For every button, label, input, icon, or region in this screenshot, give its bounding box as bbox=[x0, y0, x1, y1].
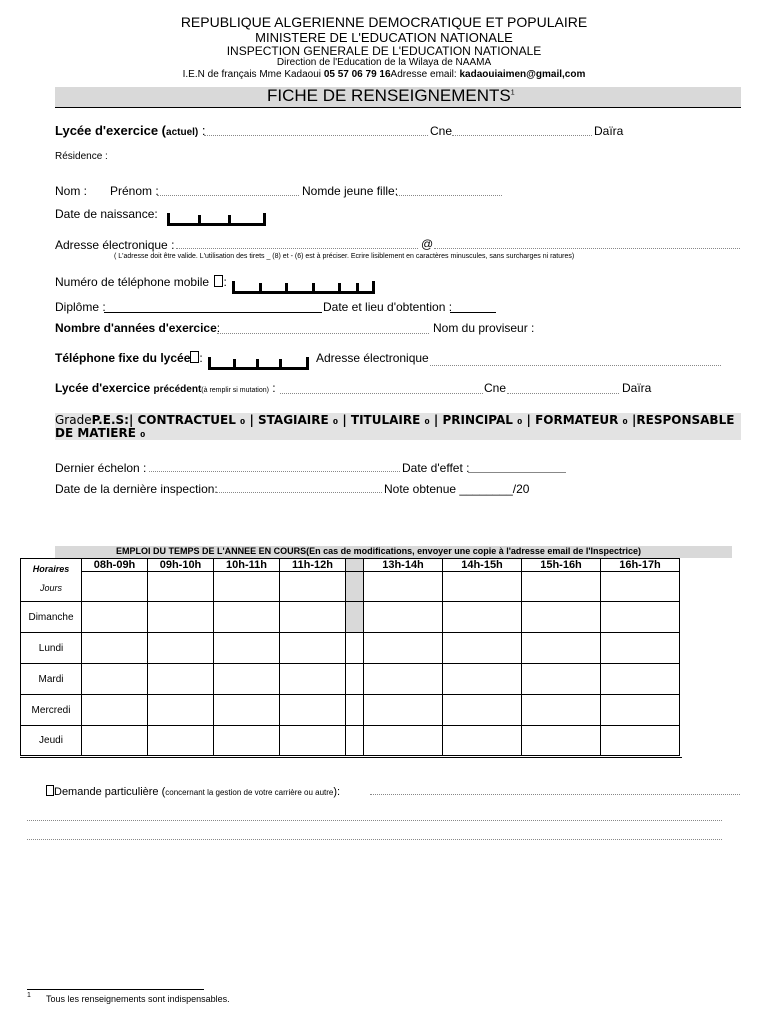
date-effet-label: Date d'effet : bbox=[402, 461, 470, 475]
demande-note: concernant la gestion de votre carrière ou autre bbox=[165, 788, 334, 797]
header-direction: Direction de l'Education de la Wilaya de NAAMA bbox=[276, 57, 492, 68]
nb-annees-colon: : bbox=[216, 321, 221, 335]
nom-proviseur-label: Nom du proviseur : bbox=[433, 321, 535, 335]
schedule-cell[interactable] bbox=[280, 726, 346, 756]
schedule-cell[interactable] bbox=[601, 726, 680, 756]
day-label: Mercredi bbox=[21, 695, 82, 726]
tel-fixe-boxes[interactable] bbox=[208, 357, 309, 370]
schedule-cell[interactable] bbox=[364, 602, 443, 633]
schedule-cell[interactable] bbox=[364, 726, 443, 756]
schedule-cell[interactable] bbox=[522, 664, 601, 695]
residence-label: Résidence : bbox=[55, 151, 108, 162]
schedule-cell[interactable] bbox=[148, 664, 214, 695]
header-email: kadaouiaimen@gmail,com bbox=[459, 69, 586, 80]
schedule-cell[interactable] bbox=[82, 726, 148, 756]
day-label: Dimanche bbox=[21, 602, 82, 633]
nom-jeune-fille-label: Nomde jeune fille: bbox=[302, 184, 399, 198]
table-row bbox=[21, 695, 680, 726]
table-row bbox=[21, 726, 680, 756]
schedule-cell[interactable] bbox=[601, 602, 680, 633]
checkbox-icon[interactable] bbox=[46, 785, 54, 796]
lycee-precedent-label: Lycée d'exercice bbox=[55, 381, 154, 395]
schedule-cell[interactable] bbox=[443, 726, 522, 756]
schedule-cell[interactable] bbox=[148, 633, 214, 664]
schedule-cell[interactable] bbox=[601, 572, 680, 602]
diplome-input[interactable] bbox=[104, 300, 322, 313]
prenom-label: Prénom : bbox=[110, 184, 159, 198]
tel-mobile-label: Numéro de téléphone mobile bbox=[55, 275, 210, 289]
schedule-cell[interactable] bbox=[82, 695, 148, 726]
schedule-cell[interactable] bbox=[214, 664, 280, 695]
tel-fixe-colon: : bbox=[199, 351, 203, 365]
at-sign: @ bbox=[421, 237, 434, 251]
hour-header: 08h-09h bbox=[82, 559, 148, 572]
break-cell bbox=[346, 664, 364, 695]
corner-jours: Jours bbox=[39, 583, 62, 593]
adresse-note: ( L'adresse doit être valide. L'utilisation des tirets _ (8) et - (6) est à préciser. Ecrire lisiblement en caractères minuscules, sans surcharges ni ratures) bbox=[114, 253, 575, 260]
hour-header: 09h-10h bbox=[148, 559, 214, 572]
tel-mobile-boxes[interactable] bbox=[232, 281, 375, 294]
break-cell bbox=[346, 602, 364, 633]
schedule-cell[interactable] bbox=[82, 572, 148, 602]
lycee-precedent-input[interactable] bbox=[280, 383, 483, 394]
lycee-precedent-note: (à remplir si mutation) bbox=[201, 387, 269, 394]
day-label: Lundi bbox=[21, 633, 82, 664]
nb-annees-input[interactable] bbox=[217, 323, 429, 334]
lycee-precedent-colon: : bbox=[268, 381, 276, 395]
schedule-title bbox=[116, 546, 641, 556]
corner-cell bbox=[21, 559, 82, 602]
grade-line2[interactable]: DE MATIERE ₀ bbox=[55, 426, 146, 440]
cne-input[interactable] bbox=[452, 125, 592, 136]
corner-horaires: Horaires bbox=[32, 564, 70, 574]
schedule-cell[interactable] bbox=[148, 726, 214, 756]
break-cell bbox=[346, 633, 364, 664]
date-naissance-boxes[interactable] bbox=[167, 213, 266, 226]
table-row bbox=[21, 602, 680, 633]
break-cell bbox=[346, 726, 364, 756]
table-row bbox=[21, 633, 680, 664]
grade-line1 bbox=[55, 413, 734, 427]
demande-input-1[interactable] bbox=[370, 784, 740, 795]
tel-mobile-colon: : bbox=[223, 275, 227, 289]
hour-header: 14h-15h bbox=[443, 559, 522, 572]
lycee-actuel: actuel) bbox=[166, 127, 199, 138]
page-title bbox=[267, 86, 515, 106]
demande-row bbox=[46, 785, 340, 798]
daira2-label: Daïra bbox=[622, 381, 652, 395]
header-phone: 05 57 06 79 16 bbox=[323, 69, 391, 80]
hour-header: 11h-12h bbox=[280, 559, 346, 572]
schedule-cell[interactable] bbox=[601, 664, 680, 695]
echelon-input[interactable] bbox=[149, 461, 400, 472]
daira-label: Daïra bbox=[594, 124, 624, 138]
schedule-cell[interactable] bbox=[280, 602, 346, 633]
schedule-cell[interactable] bbox=[82, 664, 148, 695]
break-header bbox=[346, 559, 364, 572]
schedule-cell[interactable] bbox=[601, 695, 680, 726]
adresse-electronique2-input[interactable] bbox=[430, 355, 721, 366]
dernier-echelon-label: Dernier échelon : bbox=[55, 461, 147, 475]
nb-annees-row bbox=[55, 321, 220, 335]
schedule-cell[interactable] bbox=[522, 572, 601, 602]
lycee-input[interactable] bbox=[204, 125, 428, 136]
schedule-cell[interactable] bbox=[214, 726, 280, 756]
schedule-cell[interactable] bbox=[443, 602, 522, 633]
header-republic: REPUBLIQUE ALGERIENNE DEMOCRATIQUE ET POPULAIRE bbox=[180, 14, 588, 30]
schedule-cell[interactable] bbox=[522, 726, 601, 756]
break-cell bbox=[346, 572, 364, 602]
schedule-title-note: (En cas de modifications, envoyer une copie à l'adresse email de l'Inspectrice) bbox=[306, 546, 642, 556]
lycee-precedent-row bbox=[55, 381, 276, 395]
footnote-number: 1 bbox=[27, 992, 31, 999]
schedule-cell[interactable] bbox=[280, 695, 346, 726]
lycee-precedent-bold: précédent bbox=[153, 384, 202, 395]
date-lieu-obtention-label: Date et lieu d'obtention : bbox=[323, 300, 453, 314]
schedule-cell[interactable] bbox=[522, 602, 601, 633]
note-obtenue[interactable]: Note obtenue ________/20 bbox=[384, 482, 530, 496]
schedule-cell[interactable] bbox=[214, 633, 280, 664]
schedule-cell[interactable] bbox=[443, 572, 522, 602]
demande-end: ): bbox=[333, 786, 341, 798]
schedule-cell[interactable] bbox=[214, 602, 280, 633]
schedule-table bbox=[20, 558, 680, 756]
schedule-cell[interactable] bbox=[443, 633, 522, 664]
demande-input-3[interactable] bbox=[27, 829, 722, 840]
cne2-label: Cne bbox=[484, 381, 507, 395]
footnote-rule bbox=[27, 989, 204, 990]
schedule-title-text: EMPLOI DU TEMPS DE L'ANNEE EN COURS bbox=[116, 546, 307, 556]
footnote-text: Tous les renseignements sont indispensables. bbox=[46, 994, 230, 1004]
hour-header: 16h-17h bbox=[601, 559, 680, 572]
cne2-input[interactable] bbox=[507, 383, 619, 394]
lycee-row bbox=[55, 123, 205, 138]
header-contact bbox=[0, 69, 768, 80]
demande-input-2[interactable] bbox=[27, 810, 722, 821]
schedule-cell[interactable] bbox=[214, 695, 280, 726]
schedule-cell[interactable] bbox=[443, 695, 522, 726]
page-title-text: FICHE DE RENSEIGNEMENTS bbox=[267, 86, 511, 105]
nom-prenom-input[interactable] bbox=[157, 185, 299, 196]
footnote-mark: 1 bbox=[510, 89, 515, 97]
day-label: Jeudi bbox=[21, 726, 82, 756]
schedule-cell[interactable] bbox=[280, 572, 346, 602]
grade-label: Grade bbox=[55, 413, 92, 427]
hour-header: 13h-14h bbox=[364, 559, 443, 572]
schedule-cell[interactable] bbox=[364, 572, 443, 602]
header-contact-prefix: I.E.N de français Mme Kadaoui bbox=[182, 69, 324, 80]
date-naissance-label: Date de naissance: bbox=[55, 207, 158, 221]
tel-fixe-row bbox=[55, 351, 203, 365]
grade-options[interactable]: P.E.S:| CONTRACTUEL ₀ | STAGIAIRE ₀ | TITULAIRE ₀ | PRINCIPAL ₀ | FORMATEUR ₀ |RESPONSABLE bbox=[91, 413, 735, 427]
nom-jeune-fille-input[interactable] bbox=[396, 185, 502, 196]
schedule-cell[interactable] bbox=[522, 633, 601, 664]
schedule-cell[interactable] bbox=[443, 664, 522, 695]
table-row bbox=[21, 664, 680, 695]
date-lieu-input[interactable] bbox=[450, 300, 496, 313]
inspection-input[interactable] bbox=[212, 482, 382, 493]
schedule-cell[interactable] bbox=[364, 664, 443, 695]
nb-annees-label: Nombre d'années d'exercice bbox=[55, 321, 217, 335]
email-local-input[interactable] bbox=[176, 238, 418, 249]
schedule-cell[interactable] bbox=[148, 695, 214, 726]
schedule-cell[interactable] bbox=[280, 664, 346, 695]
day-label: Mardi bbox=[21, 664, 82, 695]
schedule-cell[interactable] bbox=[280, 633, 346, 664]
cne-label: Cne bbox=[430, 124, 453, 138]
schedule-cell[interactable] bbox=[82, 602, 148, 633]
hour-header: 10h-11h bbox=[214, 559, 280, 572]
tel-fixe-label: Téléphone fixe du lycée bbox=[55, 351, 191, 365]
schedule-cell[interactable] bbox=[148, 602, 214, 633]
diplome-label: Diplôme : bbox=[55, 300, 106, 314]
lycee-colon: : bbox=[198, 123, 206, 138]
schedule-cell[interactable] bbox=[214, 572, 280, 602]
schedule-cell[interactable] bbox=[82, 633, 148, 664]
adresse-electronique-label: Adresse électronique : bbox=[55, 238, 175, 252]
email-domain-input[interactable] bbox=[434, 238, 740, 249]
header-contact-mid: Adresse email: bbox=[390, 69, 460, 80]
hour-header: 15h-16h bbox=[522, 559, 601, 572]
tel-mobile-row bbox=[55, 275, 227, 289]
schedule-cell[interactable] bbox=[522, 695, 601, 726]
adresse-electronique2-label: Adresse électronique bbox=[316, 351, 429, 365]
derniere-inspection-label: Date de la dernière inspection: bbox=[55, 482, 218, 496]
header-ministry: MINISTERE DE L'EDUCATION NATIONALE bbox=[255, 30, 513, 45]
table-bottom-rule bbox=[20, 757, 682, 758]
schedule-cell[interactable] bbox=[364, 633, 443, 664]
date-effet-input[interactable] bbox=[468, 460, 566, 473]
schedule-cell[interactable] bbox=[148, 572, 214, 602]
lycee-label: Lycée d'exercice ( bbox=[55, 123, 167, 138]
nom-label: Nom : bbox=[55, 184, 88, 198]
schedule-cell[interactable] bbox=[364, 695, 443, 726]
demande-label: Demande particulière ( bbox=[54, 786, 166, 798]
break-cell bbox=[346, 695, 364, 726]
header-inspection: INSPECTION GENERALE DE L'EDUCATION NATIONALE bbox=[226, 44, 542, 58]
schedule-cell[interactable] bbox=[601, 633, 680, 664]
